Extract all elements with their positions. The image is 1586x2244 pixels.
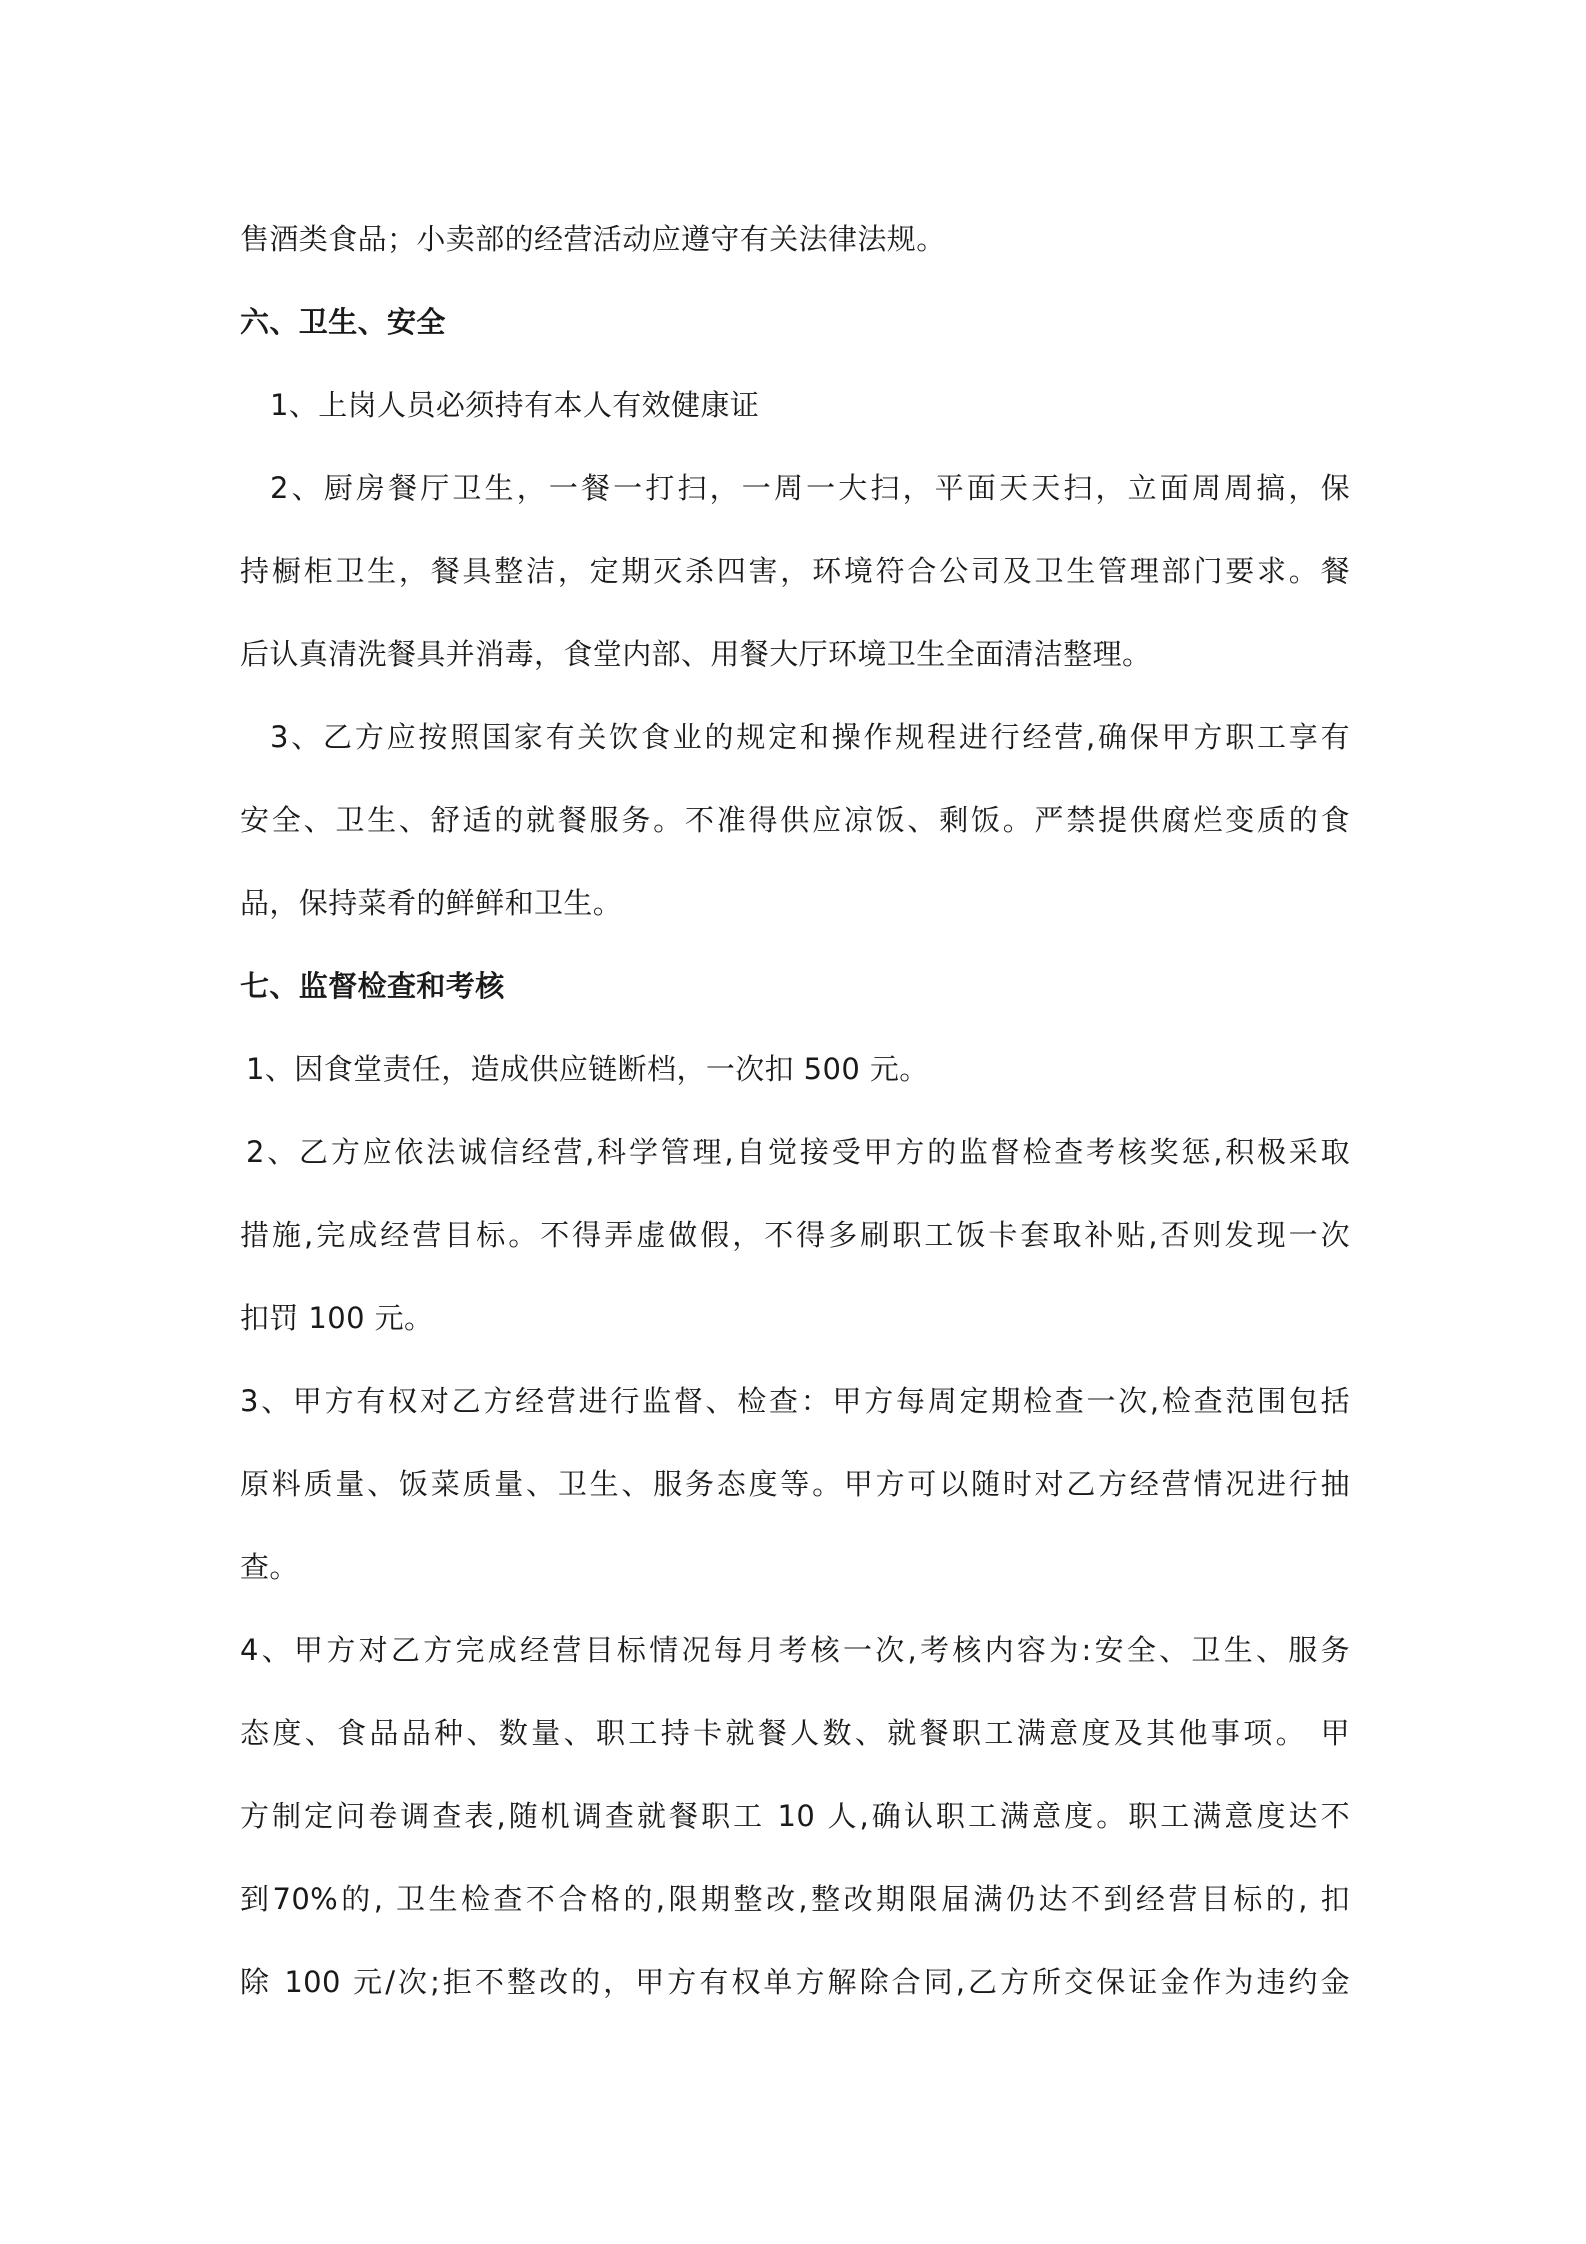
text-line: 到70%的, 卫生检查不合格的,限期整改,整改期限届满仍达不到经营目标的, 扣 [240,1882,1350,1916]
text-line: 查。 [240,1550,299,1584]
section-heading-supervision: 七、监督检查和考核 [240,969,505,1003]
clause-line: 3、甲方有权对乙方经营进行监督、检查：甲方每周定期检查一次,检查范围包括 [240,1384,1350,1418]
document-body [240,198,1350,2024]
text-line: 扣罚 100 元。 [240,1301,434,1335]
text-line: 品，保持菜肴的鲜鲜和卫生。 [240,886,623,920]
text-line: 方制定问卷调查表,随机调查就餐职工 10 人,确认职工满意度。职工满意度达不 [240,1799,1350,1833]
clause-line: 2、厨房餐厅卫生，一餐一打扫，一周一大扫，平面天天扫，立面周周搞，保 [270,471,1350,505]
clause-line: 3、乙方应按照国家有关饮食业的规定和操作规程进行经营,确保甲方职工享有 [270,720,1350,754]
clause-line: 4、甲方对乙方完成经营目标情况每月考核一次,考核内容为:安全、卫生、服务 [240,1633,1350,1667]
text-line: 持橱柜卫生，餐具整洁，定期灭杀四害，环境符合公司及卫生管理部门要求。餐 [240,554,1350,588]
clause-line: 2、乙方应依法诚信经营,科学管理,自觉接受甲方的监督检查考核奖惩,积极采取 [246,1135,1350,1169]
text-line: 安全、卫生、舒适的就餐服务。不准得供应凉饭、剩饭。严禁提供腐烂变质的食 [240,803,1350,837]
text-line: 原料质量、饭菜质量、卫生、服务态度等。甲方可以随时对乙方经营情况进行抽 [240,1467,1350,1501]
text-line: 措施,完成经营目标。不得弄虚做假，不得多刷职工饭卡套取补贴,否则发现一次 [240,1218,1350,1252]
clause-line: 1、上岗人员必须持有本人有效健康证 [270,388,760,422]
text-line: 除 100 元/次;拒不整改的，甲方有权单方解除合同,乙方所交保证金作为违约金 [240,1965,1350,1999]
text-line: 态度、食品品种、数量、职工持卡就餐人数、就餐职工满意度及其他事项。 甲 [240,1716,1350,1750]
text-line: 后认真清洗餐具并消毒，食堂内部、用餐大厅环境卫生全面清洁整理。 [240,637,1152,671]
clause-line: 1、因食堂责任，造成供应链断档，一次扣 500 元。 [246,1052,929,1086]
text-line: 售酒类食品；小卖部的经营活动应遵守有关法律法规。 [240,222,946,256]
section-heading-hygiene-safety: 六、卫生、安全 [240,305,446,339]
